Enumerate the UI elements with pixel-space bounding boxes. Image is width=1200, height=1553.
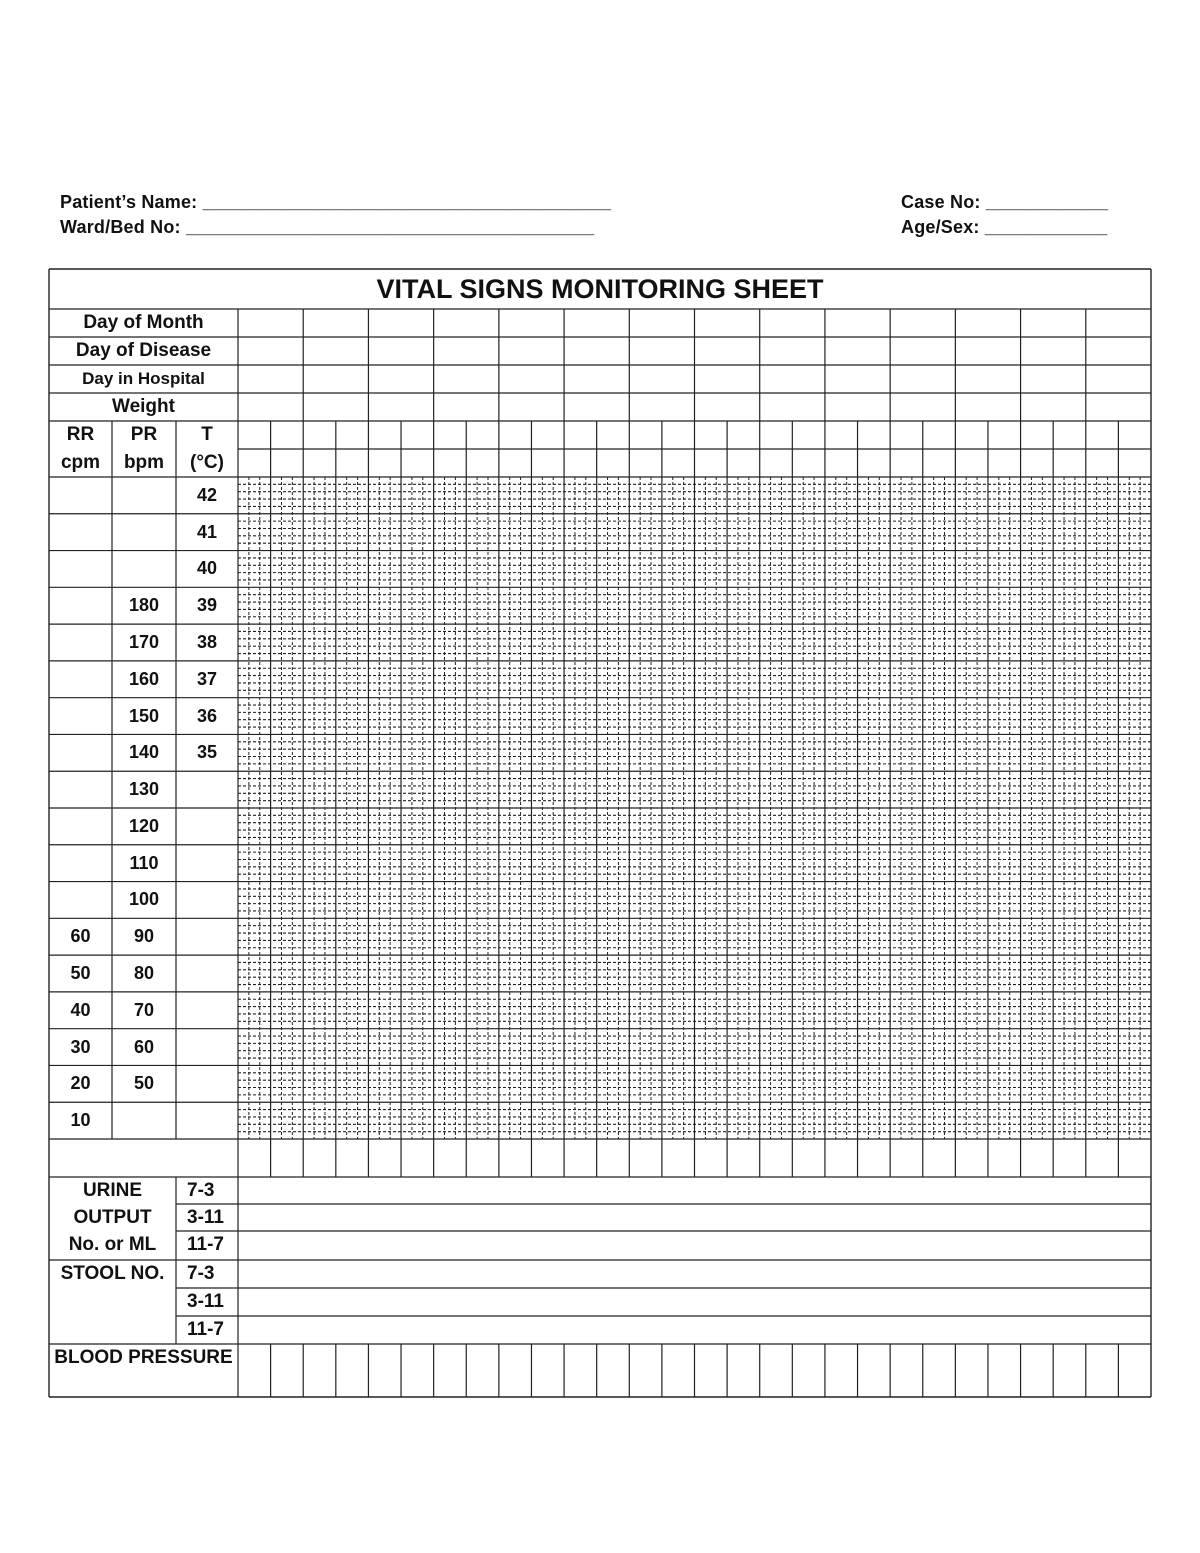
stool-shift-3-11: 3-11	[187, 1291, 224, 1312]
scale-rr-value	[49, 771, 112, 808]
case-no-blank[interactable]: ____________	[985, 192, 1109, 212]
weight-label: Weight	[112, 396, 175, 417]
scale-t-value: 36	[196, 705, 218, 726]
scale-t-value	[176, 1065, 238, 1102]
sheet-title: VITAL SIGNS MONITORING SHEET	[376, 273, 824, 304]
day-in-hospital-label: Day in Hospital	[82, 369, 205, 388]
scale-rr-value	[49, 551, 112, 588]
scale-pr-value: 170	[128, 631, 160, 652]
urine-shift-11-7: 11-7	[187, 1234, 224, 1255]
stool-shift-7-3: 7-3	[187, 1263, 215, 1284]
scale-rr-value	[49, 661, 112, 698]
urine-shift-7-3: 7-3	[187, 1180, 215, 1201]
blood-pressure-label: BLOOD PRESSURE	[54, 1347, 233, 1368]
scale-t-value	[176, 808, 238, 845]
scale-rr-value	[49, 698, 112, 735]
scale-rr-value	[49, 734, 112, 771]
urine-shift-3-11: 3-11	[187, 1207, 224, 1228]
scale-pr-value: 160	[128, 668, 160, 689]
scale-rr-value: 40	[70, 999, 91, 1020]
ward-bed-label: Ward/Bed No:	[60, 217, 181, 237]
scale-t-value	[176, 845, 238, 882]
scale-rr-value: 30	[70, 1036, 91, 1057]
scale-pr-value: 50	[133, 1073, 155, 1094]
scale-rr-value	[49, 882, 112, 919]
scale-rr-value	[49, 514, 112, 551]
scale-t-value: 38	[196, 631, 218, 652]
scale-pr-value: 90	[133, 926, 155, 947]
urine-label-line-1: URINE	[82, 1180, 143, 1201]
pr-unit: bpm	[123, 452, 165, 473]
age-sex-label: Age/Sex:	[901, 217, 980, 237]
scale-pr-value: 180	[128, 595, 160, 616]
scale-pr-value	[112, 477, 176, 514]
scale-rr-value: 60	[70, 926, 91, 947]
rr-unit: cpm	[60, 452, 101, 473]
scale-t-value: 39	[196, 595, 218, 616]
scale-t-value	[176, 918, 238, 955]
scale-pr-value: 110	[129, 852, 159, 873]
scale-t-value	[176, 771, 238, 808]
scale-pr-value: 120	[128, 815, 160, 836]
urine-label-line-3: No. or ML	[68, 1234, 157, 1255]
scale-rr-value	[49, 587, 112, 624]
scale-pr-value	[112, 1102, 176, 1139]
scale-pr-value: 140	[128, 742, 160, 763]
t-header: T	[201, 424, 213, 445]
patient-name-blank[interactable]: ________________________________________	[202, 192, 612, 212]
scale-t-value: 42	[196, 484, 218, 505]
scale-rr-value	[49, 808, 112, 845]
scale-t-value	[176, 992, 238, 1029]
scale-pr-value: 70	[133, 999, 155, 1020]
scale-rr-value	[49, 845, 112, 882]
case-no-label: Case No:	[901, 192, 981, 212]
scale-t-value	[176, 955, 238, 992]
scale-pr-value: 80	[133, 962, 155, 983]
scale-rr-value	[49, 477, 112, 514]
ward-bed-blank[interactable]: ________________________________________	[185, 217, 595, 237]
scale-t-value	[176, 1029, 238, 1066]
day-of-month-label: Day of Month	[83, 312, 204, 333]
day-of-disease-label: Day of Disease	[75, 340, 212, 361]
stool-label: STOOL NO.	[60, 1263, 165, 1284]
scale-rr-value: 50	[70, 962, 91, 983]
scale-t-value: 41	[196, 521, 218, 542]
urine-label-line-2: OUTPUT	[73, 1207, 152, 1228]
scale-pr-value	[112, 551, 176, 588]
scale-pr-value	[112, 514, 176, 551]
scale-rr-value: 20	[70, 1073, 91, 1094]
scale-pr-value: 60	[133, 1036, 155, 1057]
scale-pr-value: 100	[128, 889, 160, 910]
scale-pr-value: 150	[128, 705, 160, 726]
stool-shift-11-7: 11-7	[187, 1319, 224, 1340]
scale-t-value: 37	[196, 668, 218, 689]
scale-t-value: 40	[196, 558, 218, 579]
scale-t-value	[176, 882, 238, 919]
patient-name-label: Patient’s Name:	[60, 192, 198, 212]
pr-header: PR	[130, 424, 158, 445]
scale-rr-value: 10	[70, 1110, 91, 1131]
scale-pr-value: 130	[128, 779, 160, 800]
scale-t-value	[176, 1102, 238, 1139]
scale-t-value: 35	[196, 742, 218, 763]
t-unit: (°C)	[190, 452, 224, 473]
rr-header: RR	[66, 424, 95, 445]
age-sex-blank[interactable]: ____________	[984, 217, 1108, 237]
scale-rr-value	[49, 624, 112, 661]
